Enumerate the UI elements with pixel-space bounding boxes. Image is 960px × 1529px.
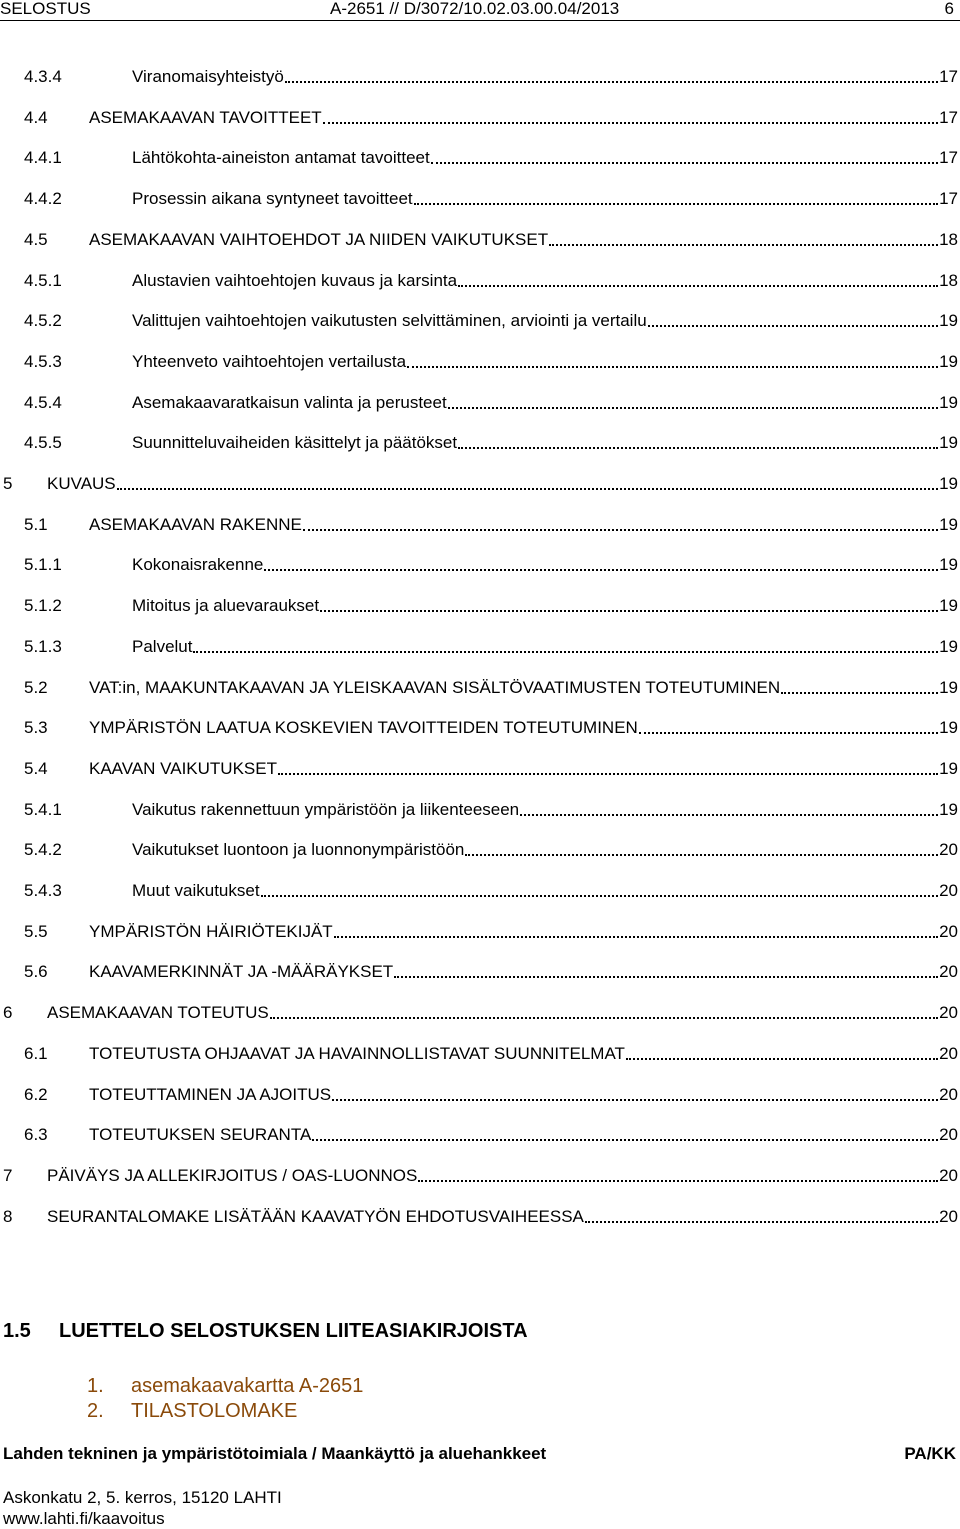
toc-entry-number: 5.1 — [24, 515, 48, 534]
toc-entry-number: 4.3.4 — [24, 67, 62, 86]
toc-entry-number: 5.5 — [24, 922, 48, 941]
toc-entry-title: Prosessin aikana syntyneet tavoitteet — [132, 189, 413, 208]
toc-entry-number: 7 — [3, 1166, 13, 1185]
toc-entry-page: 20 — [939, 1085, 958, 1104]
toc-entry[interactable] — [24, 837, 958, 861]
toc-entry-title: Vaikutus rakennettuun ympäristöön ja liikenteeseen — [132, 800, 520, 819]
toc-entry-title: Suunnitteluvaiheiden käsittelyt ja päätökset — [132, 433, 458, 452]
toc-entry-page: 17 — [939, 148, 958, 167]
attachments-heading-number: 1.5 — [3, 1320, 31, 1342]
toc-entry-title: TOTEUTTAMINEN JA AJOITUS — [89, 1085, 332, 1104]
toc-entry-number: 4.5.3 — [24, 352, 62, 371]
dot-leader — [458, 285, 938, 287]
dot-leader — [312, 1139, 938, 1141]
dot-leader — [585, 1221, 938, 1223]
toc-entry-number: 4.5.4 — [24, 393, 62, 412]
toc-entry-number: 5.4.1 — [24, 800, 62, 819]
header-divider — [0, 20, 960, 21]
footer-code: PA/KK — [904, 1444, 956, 1463]
toc-entry-number: 5.1.2 — [24, 596, 62, 615]
toc-entry-body — [132, 839, 958, 861]
toc-entry[interactable] — [24, 227, 958, 251]
toc-entry-page: 19 — [939, 393, 958, 412]
dot-leader — [448, 407, 938, 409]
toc-entry-number: 4.5.1 — [24, 271, 62, 290]
attachments-list — [87, 1374, 363, 1424]
toc-entry-body — [89, 677, 958, 699]
attachment-text: asemakaavakartta A-2651 — [131, 1375, 364, 1397]
toc-entry[interactable] — [24, 1041, 958, 1065]
toc-entry-page: 19 — [939, 433, 958, 452]
dot-leader — [261, 895, 939, 897]
toc-entry-number: 5.1.3 — [24, 637, 62, 656]
toc-entry[interactable] — [24, 634, 958, 658]
dot-leader — [626, 1058, 938, 1060]
toc-entry[interactable] — [24, 1122, 958, 1146]
dot-leader — [285, 81, 938, 83]
toc-entry[interactable] — [24, 552, 958, 576]
toc-entry-number: 5.6 — [24, 962, 48, 981]
toc-entry-body — [89, 717, 958, 739]
toc-entry-page: 20 — [939, 922, 958, 941]
dot-leader — [520, 814, 938, 816]
toc-entry[interactable] — [24, 919, 958, 943]
toc-entry-body — [89, 961, 958, 983]
toc-entry-page: 19 — [939, 311, 958, 330]
document-type: SELOSTUS — [0, 0, 91, 18]
dot-leader — [648, 325, 938, 327]
toc-entry-page: 18 — [939, 230, 958, 249]
toc-entry-page: 19 — [939, 800, 958, 819]
toc-entry-number: 5.3 — [24, 718, 48, 737]
toc-entry-page: 20 — [939, 881, 958, 900]
toc-entry-page: 19 — [939, 718, 958, 737]
toc-entry[interactable] — [24, 145, 958, 169]
toc-entry-title: Asemakaavaratkaisun valinta ja perusteet — [132, 393, 447, 412]
toc-entry-page: 20 — [939, 840, 958, 859]
toc-entry-body — [132, 270, 958, 292]
toc-entry-title: YMPÄRISTÖN HÄIRIÖTEKIJÄT — [89, 922, 333, 941]
page-number: 6 — [944, 0, 954, 18]
attachments-heading — [3, 1320, 528, 1343]
toc-entry-number: 4.5.2 — [24, 311, 62, 330]
toc-entry-title: TOTEUTUKSEN SEURANTA — [89, 1125, 312, 1144]
toc-entry-body — [89, 107, 958, 129]
toc-entry-title: KAAVAN VAIKUTUKSET — [89, 759, 277, 778]
dot-leader — [418, 1180, 938, 1182]
toc-entry-title: Yhteenveto vaihtoehtojen vertailusta — [132, 352, 407, 371]
toc-entry-page: 20 — [939, 1003, 958, 1022]
footer-address-block — [3, 1487, 282, 1529]
toc-entry-title: Lähtökohta-aineiston antamat tavoitteet — [132, 148, 430, 167]
toc-entry-title: Kokonaisrakenne — [132, 555, 264, 574]
toc-entry-page: 19 — [939, 515, 958, 534]
toc-entry[interactable] — [24, 105, 958, 129]
toc-entry-number: 4.5.5 — [24, 433, 62, 452]
dot-leader — [332, 1099, 938, 1101]
toc-entry-title: KUVAUS — [47, 474, 116, 493]
toc-entry[interactable] — [24, 756, 958, 780]
toc-entry-page: 19 — [939, 678, 958, 697]
toc-entry-page: 19 — [939, 596, 958, 615]
toc-entry-page: 20 — [939, 1166, 958, 1185]
toc-entry-page: 19 — [939, 352, 958, 371]
toc-entry-body — [132, 392, 958, 414]
dot-leader — [334, 936, 938, 938]
toc-entry-title: Valittujen vaihtoehtojen vaikutusten selvittäminen, arviointi ja vertailu — [132, 311, 647, 330]
toc-entry-number: 4.4.2 — [24, 189, 62, 208]
toc-entry-body — [89, 1124, 958, 1146]
toc-entry-page: 19 — [939, 474, 958, 493]
toc-entry[interactable] — [3, 1163, 958, 1187]
toc-entry[interactable] — [24, 593, 958, 617]
toc-entry-title: YMPÄRISTÖN LAATUA KOSKEVIEN TAVOITTEIDEN TOTEUTUMINEN — [89, 718, 638, 737]
toc-entry-number: 5 — [3, 474, 13, 493]
toc-entry-body — [132, 66, 958, 88]
toc-entry[interactable] — [24, 268, 958, 292]
toc-entry-body — [89, 921, 958, 943]
footer-website: www.lahti.fi/kaavoitus — [3, 1509, 165, 1528]
toc-entry-body — [132, 636, 958, 658]
toc-entry-title: Viranomaisyhteistyö — [132, 67, 284, 86]
toc-entry-page: 19 — [939, 555, 958, 574]
dot-leader — [549, 244, 938, 246]
dot-leader — [639, 732, 938, 734]
toc-entry-number: 6.1 — [24, 1044, 48, 1063]
list-item — [87, 1399, 363, 1424]
toc-entry[interactable] — [24, 1082, 958, 1106]
dot-leader — [431, 162, 938, 164]
toc-entry-number: 5.4.2 — [24, 840, 62, 859]
toc-entry-number: 5.1.1 — [24, 555, 62, 574]
dot-leader — [278, 773, 938, 775]
toc-entry-title: Palvelut — [132, 637, 193, 656]
dot-leader — [394, 976, 938, 978]
toc-entry[interactable] — [24, 878, 958, 902]
toc-entry-number: 5.4 — [24, 759, 48, 778]
dot-leader — [465, 854, 938, 856]
toc-entry[interactable] — [3, 471, 958, 495]
toc-entry-title: Vaikutukset luontoon ja luonnonympäristöön — [132, 840, 465, 859]
toc-entry-title: Muut vaikutukset — [132, 881, 260, 900]
toc-entry-number: 4.5 — [24, 230, 48, 249]
attachment-text: TILASTOLOMAKE — [131, 1400, 298, 1422]
toc-entry-page: 17 — [939, 67, 958, 86]
attachment-number: 1. — [87, 1375, 104, 1397]
toc-entry[interactable] — [24, 715, 958, 739]
dot-leader — [407, 366, 938, 368]
toc-entry-number: 8 — [3, 1207, 13, 1226]
toc-entry[interactable] — [24, 186, 958, 210]
toc-entry-body — [47, 1206, 958, 1228]
toc-entry-body — [89, 1084, 958, 1106]
list-item — [87, 1374, 363, 1399]
dot-leader — [414, 203, 938, 205]
toc-entry[interactable] — [24, 64, 958, 88]
toc-entry-title: TOTEUTUSTA OHJAAVAT JA HAVAINNOLLISTAVAT SUUNNITELMAT — [89, 1044, 625, 1063]
toc-entry-body — [47, 1165, 958, 1187]
attachment-number: 2. — [87, 1400, 104, 1422]
toc-entry-page: 20 — [939, 1207, 958, 1226]
attachments-heading-title: LUETTELO SELOSTUKSEN LIITEASIAKIRJOISTA — [59, 1320, 528, 1342]
dot-leader — [193, 651, 938, 653]
toc-entry-page: 19 — [939, 637, 958, 656]
page-header — [0, 0, 960, 20]
dot-leader — [303, 529, 938, 531]
dot-leader — [264, 569, 938, 571]
footer-address: Askonkatu 2, 5. kerros, 15120 LAHTI — [3, 1488, 282, 1507]
toc-entry-title: SEURANTALOMAKE LISÄTÄÄN KAAVATYÖN EHDOTUSVAIHEESSA — [47, 1207, 584, 1226]
toc-entry-body — [132, 351, 958, 373]
toc-entry-title: Mitoitus ja aluevaraukset — [132, 596, 320, 615]
footer-organization: Lahden tekninen ja ympäristötoimiala / Maankäyttö ja aluehankkeet — [3, 1444, 547, 1463]
toc-entry[interactable] — [24, 797, 958, 821]
toc-entry-body — [89, 514, 958, 536]
toc-entry-title: ASEMAKAAVAN VAIHTOEHDOT JA NIIDEN VAIKUTUKSET — [89, 230, 549, 249]
toc-entry-body — [132, 432, 958, 454]
toc-entry-number: 6.2 — [24, 1085, 48, 1104]
toc-entry-body — [132, 188, 958, 210]
toc-entry[interactable] — [24, 675, 958, 699]
toc-entry[interactable] — [24, 390, 958, 414]
toc-entry[interactable] — [24, 959, 958, 983]
toc-entry-title: PÄIVÄYS JA ALLEKIRJOITUS / OAS-LUONNOS — [47, 1166, 418, 1185]
toc-entry-body — [132, 554, 958, 576]
toc-entry-title: Alustavien vaihtoehtojen kuvaus ja karsinta — [132, 271, 458, 290]
toc-entry-page: 20 — [939, 1125, 958, 1144]
dot-leader — [270, 1017, 938, 1019]
document-reference: A-2651 // D/3072/10.02.03.00.04/2013 — [330, 0, 620, 18]
toc-entry-body — [132, 595, 958, 617]
toc-entry-number: 4.4 — [24, 108, 48, 127]
toc-entry-body — [132, 880, 958, 902]
toc-entry-page: 17 — [939, 108, 958, 127]
toc-entry[interactable] — [24, 430, 958, 454]
toc-entry-number: 6.3 — [24, 1125, 48, 1144]
dot-leader — [323, 122, 938, 124]
toc-entry[interactable] — [3, 1000, 958, 1024]
toc-entry-body — [132, 799, 958, 821]
toc-entry-body — [132, 310, 958, 332]
dot-leader — [781, 692, 938, 694]
dot-leader — [117, 488, 938, 490]
toc-entry-body — [89, 758, 958, 780]
toc-entry-title: VAT:in, MAAKUNTAKAAVAN JA YLEISKAAVAN SISÄLTÖVAATIMUSTEN TOTEUTUMINEN — [89, 678, 781, 697]
toc-entry-body — [89, 1043, 958, 1065]
dot-leader — [320, 610, 938, 612]
toc-entry-page: 18 — [939, 271, 958, 290]
toc-entry-title: ASEMAKAAVAN TAVOITTEET — [89, 108, 322, 127]
toc-entry[interactable] — [24, 308, 958, 332]
toc-entry-title: ASEMAKAAVAN RAKENNE — [89, 515, 302, 534]
toc-entry[interactable] — [24, 349, 958, 373]
toc-entry-body — [89, 229, 958, 251]
toc-entry-title: ASEMAKAAVAN TOTEUTUS — [47, 1003, 269, 1022]
toc-entry-number: 5.4.3 — [24, 881, 62, 900]
toc-entry-page: 20 — [939, 962, 958, 981]
toc-entry-number: 6 — [3, 1003, 13, 1022]
dot-leader — [458, 447, 938, 449]
toc-entry-title: KAAVAMERKINNÄT JA -MÄÄRÄYKSET — [89, 962, 394, 981]
toc-entry-body — [132, 147, 958, 169]
toc-entry-page: 17 — [939, 189, 958, 208]
toc-entry-body — [47, 1002, 958, 1024]
toc-entry-page: 20 — [939, 1044, 958, 1063]
toc-entry-page: 19 — [939, 759, 958, 778]
toc-entry[interactable] — [24, 512, 958, 536]
toc-entry-number: 5.2 — [24, 678, 48, 697]
toc-entry-number: 4.4.1 — [24, 148, 62, 167]
toc-entry[interactable] — [3, 1204, 958, 1228]
toc-entry-body — [47, 473, 958, 495]
